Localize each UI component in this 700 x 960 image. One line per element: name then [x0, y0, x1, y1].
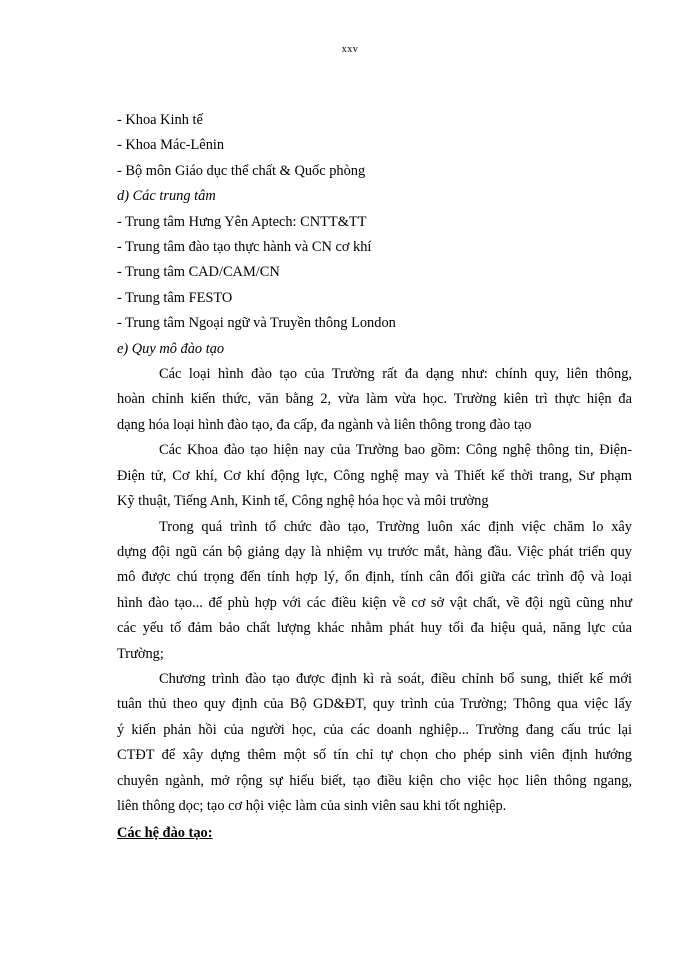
- paragraph-line: tuân thủ theo quy định của Bộ GD&ĐT, quy trình của Trường; Thông qua việc lấy: [117, 696, 632, 713]
- list-item: - Trung tâm FESTO: [117, 289, 233, 306]
- paragraph-staff-development: [117, 515, 632, 667]
- paragraph-line: hình đào tạo... để phù hợp với các điều kiện về cơ sở vật chất, về đội ngũ cũng như: [117, 594, 632, 611]
- paragraph-line: Các Khoa đào tạo hiện nay của Trường bao gồm: Công nghệ thông tin, Điện-: [159, 442, 632, 459]
- list-item: - Khoa Mác-Lênin: [117, 137, 225, 154]
- scale-heading: e) Quy mô đào tạo: [117, 340, 225, 357]
- paragraph-line: liên thông dọc; tạo cơ hội việc làm của sinh viên sau khi tốt nghiệp.: [117, 797, 507, 814]
- document-body: [117, 108, 632, 847]
- paragraph-line: ý kiến phản hồi của người học, của các doanh nghiệp... Trường đang cấu trúc lại: [117, 721, 632, 738]
- list-item: - Khoa Kinh tế: [117, 112, 203, 128]
- paragraph-line: dạng hóa loại hình đào tạo, đa cấp, đa ngành và liên thông trong đào tạo: [117, 416, 532, 433]
- page-number: xxv: [341, 44, 359, 55]
- paragraph-training-types: [117, 362, 632, 438]
- paragraph-line: hoàn chỉnh kiến thức, văn bằng 2, vừa làm vừa học. Trường kiên trì thực hiện đa: [117, 391, 632, 408]
- paragraph-line: Kỹ thuật, Tiếng Anh, Kinh tế, Công nghệ hóa học và môi trường: [117, 493, 489, 510]
- list-item: - Trung tâm CAD/CAM/CN: [117, 264, 280, 281]
- paragraph-line: Điện tử, Cơ khí, Cơ khí động lực, Công nghệ may và Thiết kế thời trang, Sư phạm: [117, 467, 632, 484]
- list-item: - Trung tâm đào tạo thực hành và CN cơ khí: [117, 239, 372, 256]
- paragraph-line: Trường;: [117, 645, 164, 662]
- section-title: Các hệ đào tạo:: [117, 825, 213, 842]
- paragraph-line: dựng đội ngũ cán bộ giảng dạy là nhiệm vụ trước mắt, hàng đầu. Việc phát triển quy: [117, 543, 632, 560]
- paragraph-line: Các loại hình đào tạo của Trường rất đa dạng như: chính quy, liên thông,: [159, 366, 632, 383]
- centers-heading: d) Các trung tâm: [117, 188, 216, 205]
- list-item: - Trung tâm Hưng Yên Aptech: CNTT&TT: [117, 213, 367, 230]
- paragraph-line: Trong quá trình tổ chức đào tạo, Trường luôn xác định việc chăm lo xây: [159, 518, 632, 535]
- paragraph-line: CTĐT để xây dựng thêm một số tín chỉ tự chọn cho phép sinh viên định hướng: [117, 747, 632, 764]
- paragraph-faculties: [117, 438, 632, 514]
- paragraph-line: chuyên ngành, mở rộng sự hiểu biết, tạo điều kiện cho việc học liên thông ngang,: [117, 772, 632, 789]
- paragraph-line: các yếu tố đảm bảo chất lượng khác nhằm phát huy tối đa hiệu quả, năng lực của: [117, 620, 632, 637]
- list-item: - Bộ môn Giáo dục thể chất & Quốc phòng: [117, 162, 366, 179]
- paragraph-curriculum: [117, 667, 632, 819]
- paragraph-line: Chương trình đào tạo được định kì rà soát, điều chỉnh bổ sung, thiết kế mới: [159, 670, 632, 687]
- list-item: - Trung tâm Ngoại ngữ và Truyền thông London: [117, 315, 396, 332]
- paragraph-line: mô được chú trọng đến tính hợp lý, ổn định, tính cân đối giữa các trình độ và loại: [117, 569, 632, 586]
